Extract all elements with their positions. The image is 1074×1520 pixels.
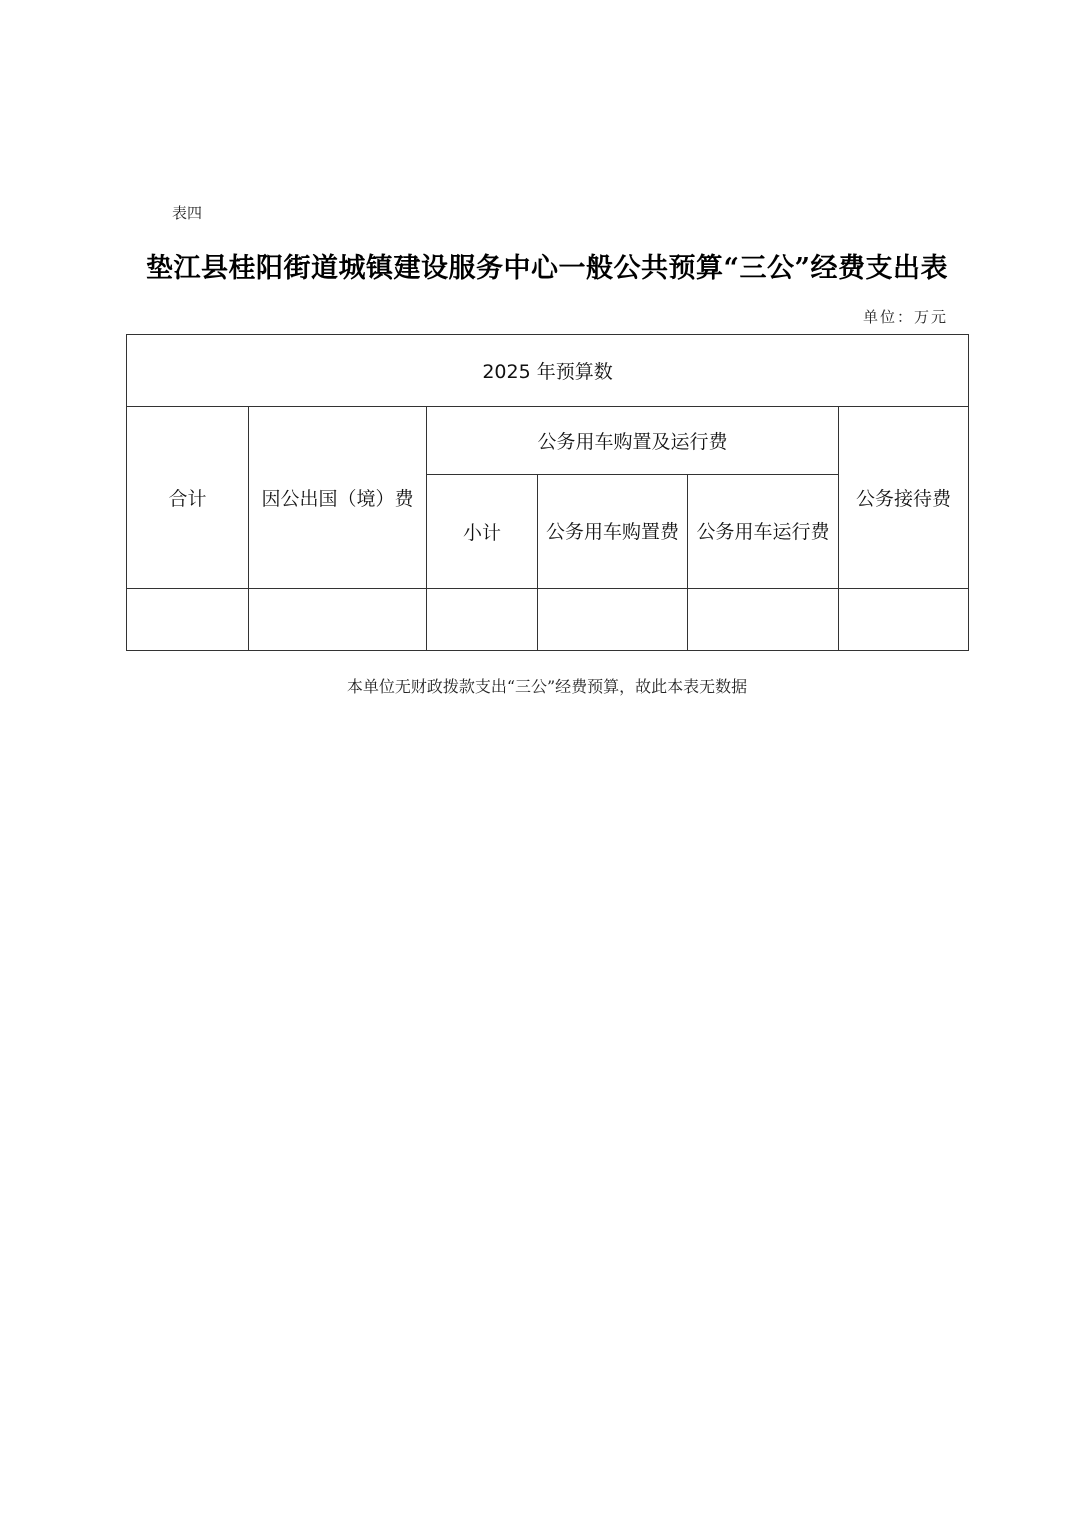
table-number: 表四 (172, 204, 203, 222)
col-overseas-header: 因公出国（境）费 (249, 407, 427, 589)
footnote: 本单位无财政拨款支出“三公”经费预算，故此本表无数据 (346, 677, 748, 696)
data-cell-subtotal (427, 589, 538, 651)
budget-year-header: 2025 年预算数 (127, 335, 969, 407)
data-cell-vehicle-purchase (538, 589, 688, 651)
col-reception-header: 公务接待费 (839, 407, 969, 589)
col-subtotal-header: 小计 (427, 475, 538, 589)
document-title: 垫江县桂阳街道城镇建设服务中心一般公共预算“三公”经费支出表 (145, 253, 949, 284)
header-row-categories (127, 407, 969, 475)
budget-table (126, 334, 969, 651)
data-cell-reception (839, 589, 969, 651)
data-cell-vehicle-operation (688, 589, 839, 651)
unit-label: 单位：万元 (862, 308, 948, 326)
col-vehicle-group-header: 公务用车购置及运行费 (427, 407, 839, 475)
header-row-budget (127, 335, 969, 407)
data-cell-total (127, 589, 249, 651)
col-vehicle-purchase-header: 公务用车购置费 (538, 475, 688, 589)
col-vehicle-operation-header: 公务用车运行费 (688, 475, 839, 589)
col-total-header: 合计 (127, 407, 249, 589)
data-cell-overseas (249, 589, 427, 651)
table-row (127, 589, 969, 651)
